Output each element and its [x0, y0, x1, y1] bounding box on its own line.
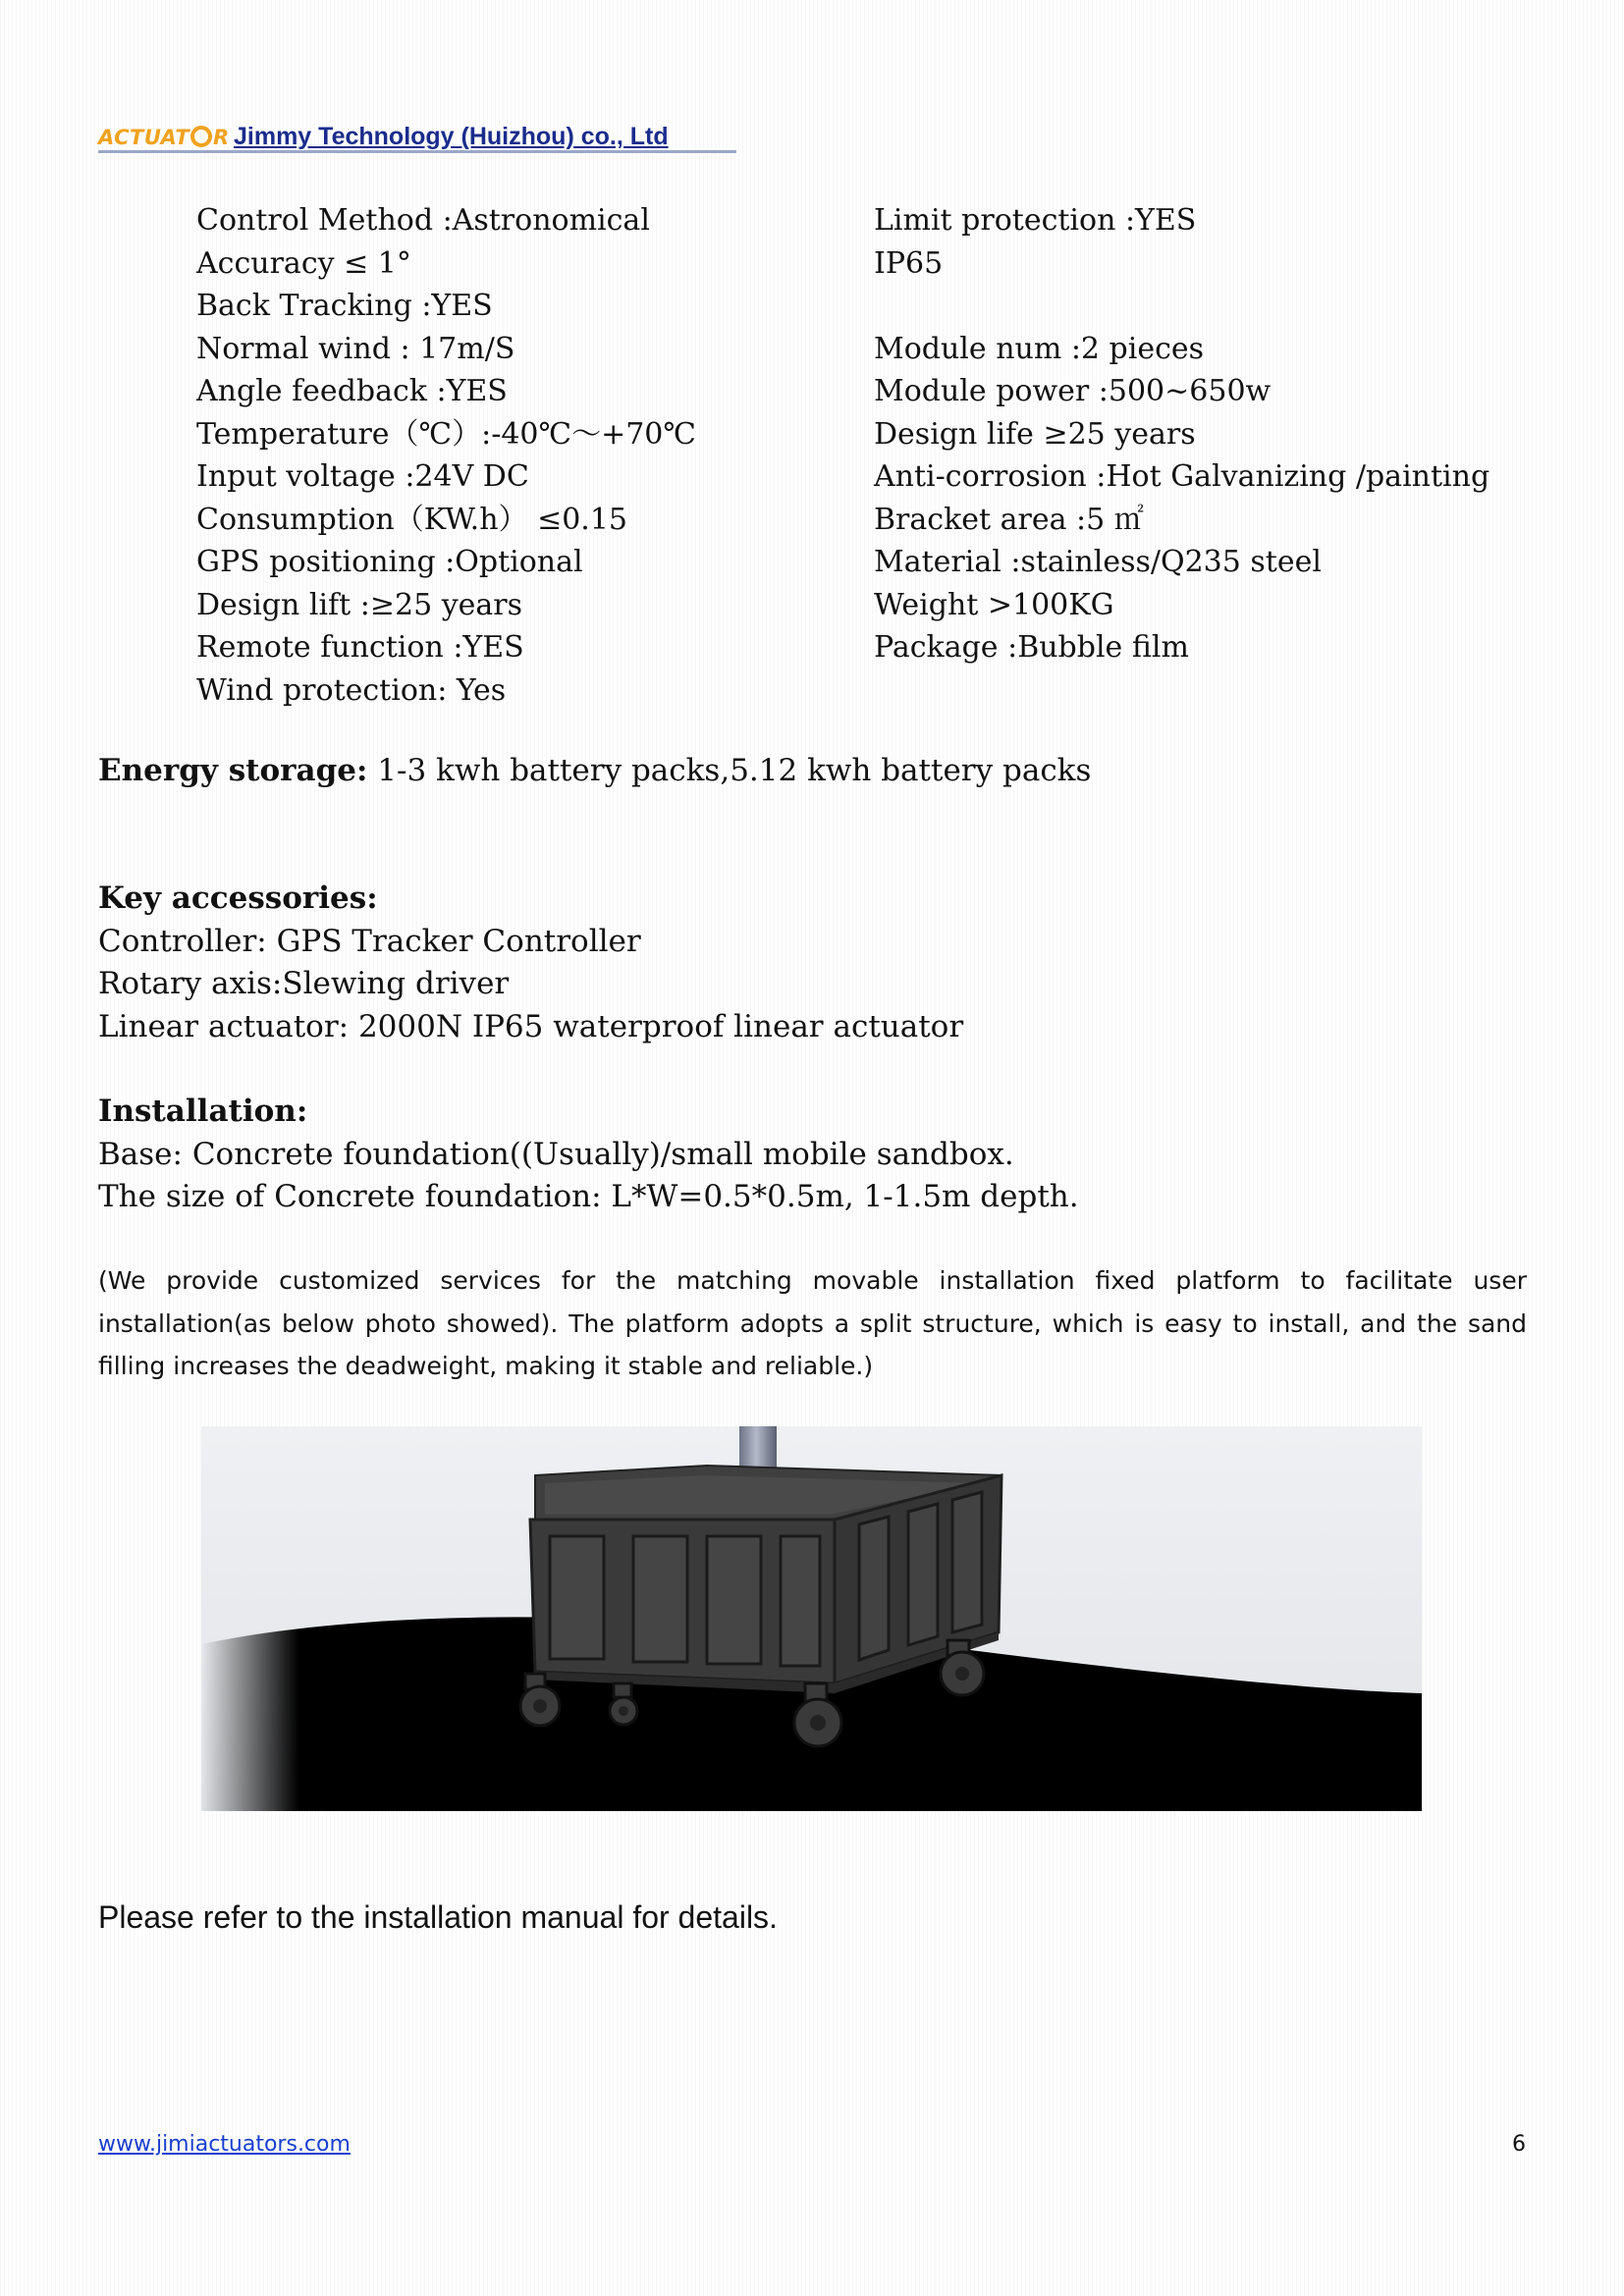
page-header: [98, 116, 736, 155]
installation-line: The size of Concrete foundation: L*W=0.5*0.5m, 1-1.5m depth.: [98, 1179, 1079, 1214]
footer-website-link[interactable]: www.jimiactuators.com: [98, 2132, 351, 2157]
logo-gear-icon: [190, 126, 212, 147]
spec-item: IP65: [874, 245, 944, 281]
logo-text-b: R: [213, 126, 230, 149]
logo-text-a: ACTUAT: [98, 126, 190, 149]
spec-item: Design life ≥25 years: [874, 416, 1196, 452]
page-number: 6: [1512, 2132, 1526, 2157]
spec-item: Wind protection: Yes: [196, 672, 507, 708]
spec-item: Accuracy ≤ 1°: [196, 245, 411, 281]
spec-item: Limit protection :YES: [874, 203, 1197, 238]
closing-text: Please refer to the installation manual for details.: [98, 1899, 778, 1935]
energy-storage-label: Energy storage:: [98, 753, 368, 788]
accessories-section: [98, 878, 963, 1048]
platform-photo: [201, 1426, 1422, 1811]
spec-item: Angle feedback :YES: [196, 374, 508, 408]
spec-item: Design lift :≥25 years: [196, 587, 523, 622]
energy-storage-value: 1-3 kwh battery packs,5.12 kwh battery packs: [367, 753, 1092, 788]
spec-item: Remote function :YES: [196, 630, 524, 665]
installation-heading: Installation:: [98, 1094, 308, 1129]
company-logo: [98, 126, 230, 149]
spec-list-right: [874, 199, 1542, 669]
spec-item: Weight >100KG: [874, 587, 1114, 622]
spec-item: Control Method :Astronomical: [196, 203, 650, 238]
spec-list-left: [196, 199, 864, 712]
spec-item: Module num :2 pieces: [874, 331, 1205, 366]
accessories-heading: Key accessories:: [98, 881, 378, 916]
installation-section: [98, 1091, 1079, 1219]
spec-item: Material :stainless/Q235 steel: [874, 545, 1322, 579]
spec-item: Back Tracking :YES: [196, 289, 493, 323]
installation-note: (We provide customized services for the matching movable installation fixed platform to facilitate user installation(as below photo showed). The platform adopts a split structure, which is easy to install, and the sand filling increases the deadweight, making it stable and reliable.): [98, 1266, 1527, 1380]
spec-item: Consumption（KW.h） ≤0.15: [196, 502, 627, 537]
installation-line: Base: Concrete foundation((Usually)/small mobile sandbox.: [98, 1136, 1014, 1172]
spec-item: Package :Bubble film: [874, 630, 1189, 665]
accessory-item: Controller: GPS Tracker Controller: [98, 923, 641, 959]
spec-item: Module power :500~650w: [874, 374, 1272, 408]
accessory-item: Linear actuator: 2000N IP65 waterproof linear actuator: [98, 1008, 964, 1044]
spec-item-spacer: [874, 285, 1542, 328]
spec-item: Bracket area :5 ㎡: [874, 502, 1144, 537]
spec-item: Normal wind : 17m/S: [196, 331, 515, 366]
spec-item: Temperature（℃）:-40℃～+70℃: [196, 416, 696, 452]
spec-item: GPS positioning :Optional: [196, 545, 583, 579]
energy-storage-line: [98, 750, 1091, 793]
spec-item: Input voltage :24V DC: [196, 459, 529, 494]
company-name: Jimmy Technology (Huizhou) co., Ltd: [234, 123, 669, 150]
accessory-item: Rotary axis:Slewing driver: [98, 966, 510, 1001]
spec-item: Anti-corrosion :Hot Galvanizing /painting: [874, 459, 1490, 494]
header-divider: [98, 150, 736, 153]
